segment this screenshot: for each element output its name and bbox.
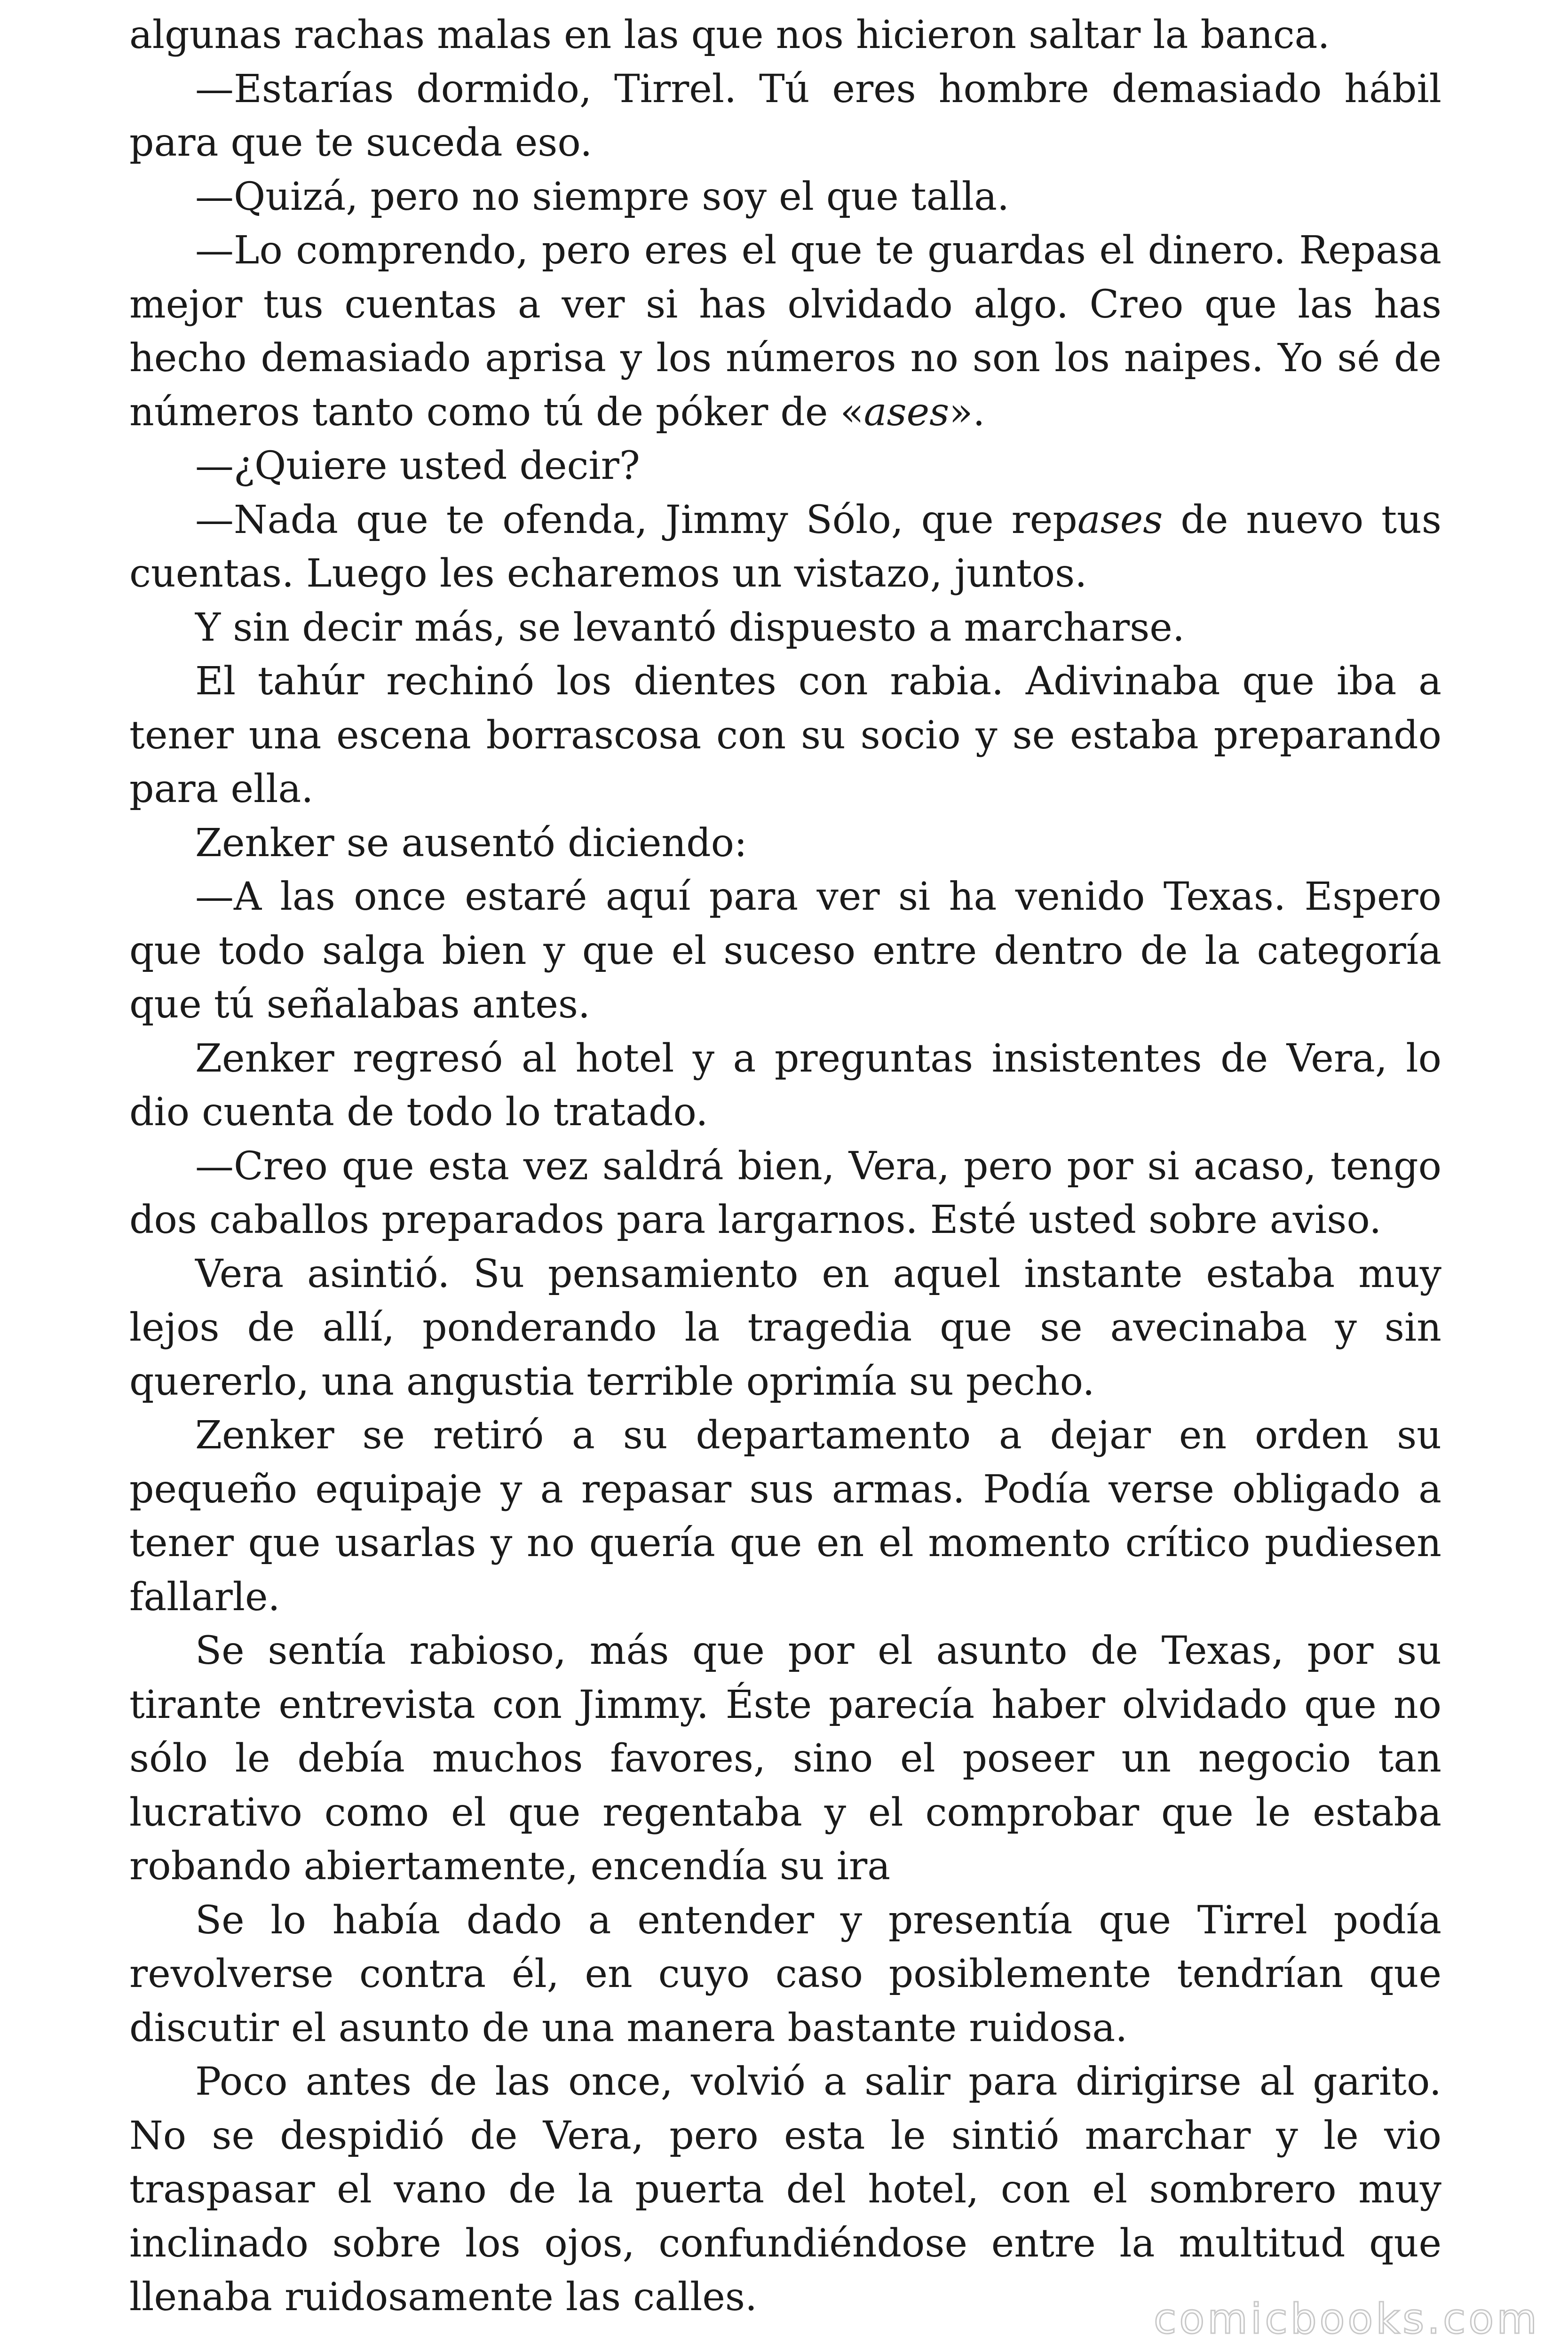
paragraph-8: Zenker se ausentó diciendo: [195, 820, 747, 866]
paragraph-15: Se lo había dado a entender y presentía que Tirrel podía revolverse contra él, en cuyo caso posiblemente tendrían que discutir el asunto de una manera bastante ruidosa. [129, 1898, 1441, 2050]
paragraph-0: algunas rachas malas en las que nos hicieron saltar la banca. [129, 13, 1330, 57]
paragraph-1: —Estarías dormido, Tirrel. Tú eres hombre demasiado hábil para que te suceda eso. [129, 66, 1441, 165]
paragraph-4: —¿Quiere usted decir? [195, 444, 640, 488]
paragraph-6: Y sin decir más, se levantó dispuesto a marcharse. [195, 605, 1185, 650]
paragraph-13: Zenker se retiró a su departamento a dejar en orden su pequeño equipaje y a repasar sus armas. Podía verse obligado a tener que usarlas y no quería que en el momento crítico pudiesen fallarle. [129, 1413, 1441, 1620]
paragraph-11: —Creo que esta vez saldrá bien, Vera, pero por si acaso, tengo dos caballos preparados para largarnos. Esté usted sobre aviso. [129, 1144, 1441, 1242]
paragraph-9: —A las once estaré aquí para ver si ha venido Texas. Espero que todo salga bien y que el suceso entre dentro de la categoría que tú señalabas antes. [129, 874, 1441, 1027]
paragraph-16: Poco antes de las once, volvió a salir para dirigirse al garito. No se despidió de Vera, pero esta le sintió marchar y le vio traspasar el vano de la puerta del hotel, con el sombrero muy inclinado sobre los ojos, confundiéndose entre la multitud que llenaba ruidosamente las calles. [129, 2059, 1441, 2320]
paragraph-10: Zenker regresó al hotel y a preguntas insistentes de Vera, lo dio cuenta de todo lo tratado. [129, 1036, 1441, 1135]
watermark-text: comicbooks.com [1153, 2295, 1540, 2343]
paragraph-14: Se sentía rabioso, más que por el asunto de Texas, por su tirante entrevista con Jimmy. Éste parecía haber olvidado que no sólo le debía muchos favores, sino el poseer un negocio tan lucrativo como el que regentaba y el comprobar que le estaba robando abiertamente, encendía su ira [129, 1629, 1441, 1889]
paragraph-2: —Quizá, pero no siempre soy el que talla. [195, 174, 1010, 219]
paragraph-7: El tahúr rechinó los dientes con rabia. Adivinaba que iba a tener una escena borrascosa con su socio y se estaba preparando para ella. [129, 659, 1441, 811]
paragraph-5: —Nada que te ofenda, Jimmy Sólo, que repases de nuevo tus cuentas. Luego les echaremos un vistazo, juntos. [129, 497, 1442, 596]
paragraph-12: Vera asintió. Su pensamiento en aquel instante estaba muy lejos de allí, ponderando la tragedia que se avecinaba y sin quererlo, una angustia terrible oprimía su pecho. [129, 1251, 1441, 1404]
book-page-text [129, 8, 1441, 2325]
paragraph-3: —Lo comprendo, pero eres el que te guardas el dinero. Repasa mejor tus cuentas a ver si has olvidado algo. Creo que las has hecho demasiado aprisa y los números no son los naipes. Yo sé de números tanto como tú de póker de «ases». [129, 228, 1441, 435]
